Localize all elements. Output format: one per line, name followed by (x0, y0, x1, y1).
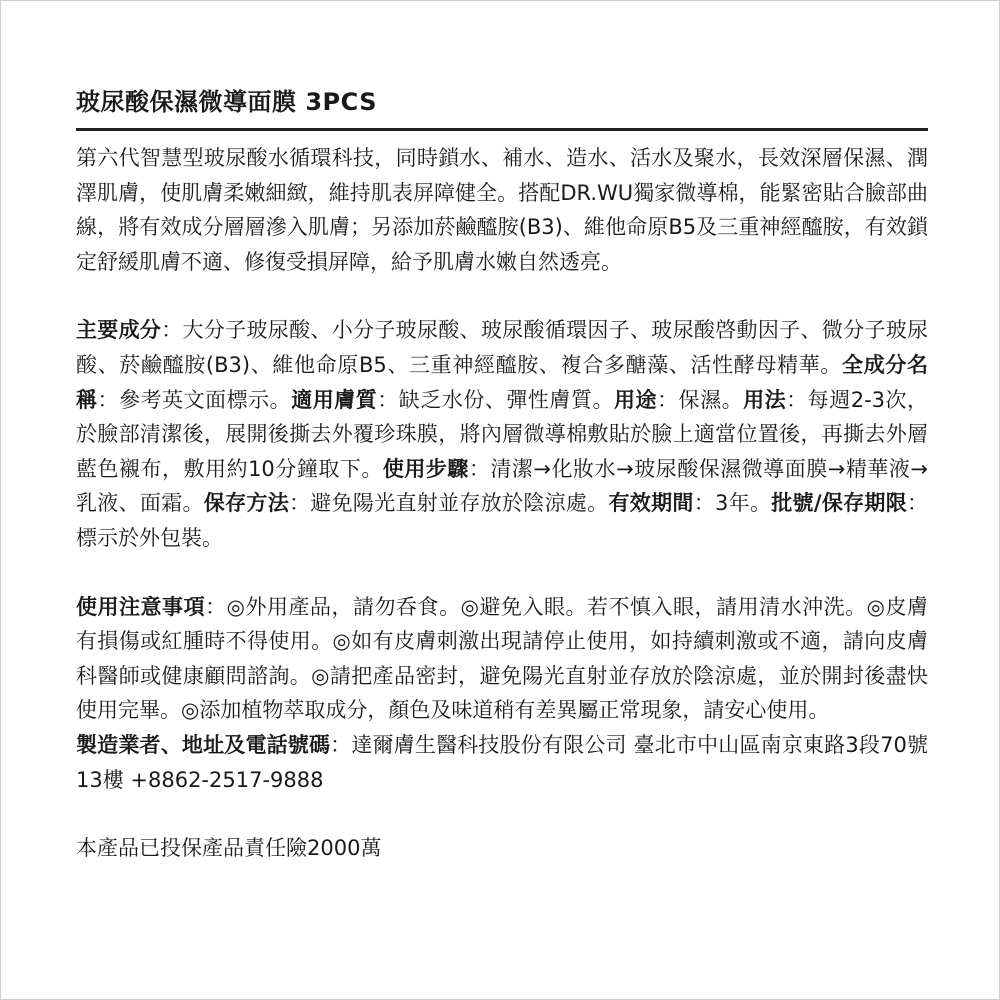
manufacturer-paragraph (76, 728, 928, 797)
storage-label: 保存方法 (203, 491, 289, 516)
precautions-text: ：◎外用產品，請勿呑食。◎避免入眼。若不慎入眼，請用清水沖洗。◎皮膚有損傷或紅腫時不得使用。◎如有皮膚刺激出現請停止使用，如持續刺激或不適，請向皮膚科醫師或健康顧問諮詢。◎請把產品密封，避免陽光直射並存放於陰涼處，並於開封後盡快使用完畢。◎添加植物萃取成分，顏色及味道稍有差異屬正常現象，請安心使用。 (76, 594, 929, 723)
steps-label: 使用步驟 (382, 456, 469, 481)
spacer (76, 556, 928, 590)
details-paragraph (76, 313, 928, 555)
skin-type-text: ：缺乏水份、彈性膚質。 (377, 387, 614, 412)
usage-text: ：保濕。 (657, 387, 744, 412)
manufacturer-text: ：達爾膚生醫科技股份有限公司 臺北市中山區南京東路3段70號13樓 +8862-2517-9888 (76, 732, 928, 792)
spacer (76, 797, 928, 831)
method-text: ：每週2-3次，於臉部清潔後，展開後撕去外覆珍珠膜，將內層微導棉敷貼於臉上適當位置後，再撕去外層藍色襯布，敷用約10分鐘取下。 (76, 387, 929, 481)
batch-label: 批號/保存期限 (771, 491, 908, 516)
steps-text: ：清潔→化妝水→玻尿酸保濕微導面膜→精華液→乳液、面霜。 (76, 456, 928, 516)
usage-label: 用途 (613, 387, 658, 412)
precautions-paragraph (76, 590, 928, 728)
full-ingredients-label: 全成分名稱 (76, 352, 928, 412)
validity-label: 有效期間 (608, 491, 694, 516)
ingredients-text: ：大分子玻尿酸、小分子玻尿酸、玻尿酸循環因子、玻尿酸啓動因子、微分子玻尿酸、菸鹼醯胺(B3)、維他命原B5、三重神經醯胺、複合多醣藻、活性酵母精華。 (76, 318, 929, 377)
batch-text: ：標示於外包裝。 (76, 491, 929, 550)
method-label: 用法 (743, 387, 787, 412)
full-ingredients-text: ：參考英文面標示。 (97, 387, 292, 412)
validity-text: ：3年。 (693, 491, 772, 516)
ingredients-label: 主要成分 (76, 318, 162, 343)
insurance-note: 本產品已投保產品責任險2000萬 (76, 836, 382, 861)
storage-text: ：避免陽光直射並存放於陰涼處。 (289, 491, 609, 516)
product-description (76, 84, 928, 866)
spacer (76, 279, 928, 313)
intro-paragraph: 第六代智慧型玻尿酸水循環科技，同時鎖水、補水、造水、活水及聚水，長效深層保濕、潤澤肌膚，使肌膚柔嫩細緻，維持肌表屏障健全。搭配DR.WU獨家微導棉，能緊密貼合臉部曲線，將有效成分層層滲入肌膚；另添加菸鹼醯胺(B3)、維他命原B5及三重神經醯胺，有效鎖定舒緩肌膚不適、修復受損屏障，給予肌膚水嫩自然透亮。 (76, 146, 928, 274)
product-title: 玻尿酸保濕微導面膜 3PCS (76, 84, 928, 131)
precautions-label: 使用注意事項 (76, 594, 206, 619)
manufacturer-label: 製造業者、地址及電話號碼 (76, 732, 331, 757)
skin-type-label: 適用膚質 (291, 387, 378, 412)
